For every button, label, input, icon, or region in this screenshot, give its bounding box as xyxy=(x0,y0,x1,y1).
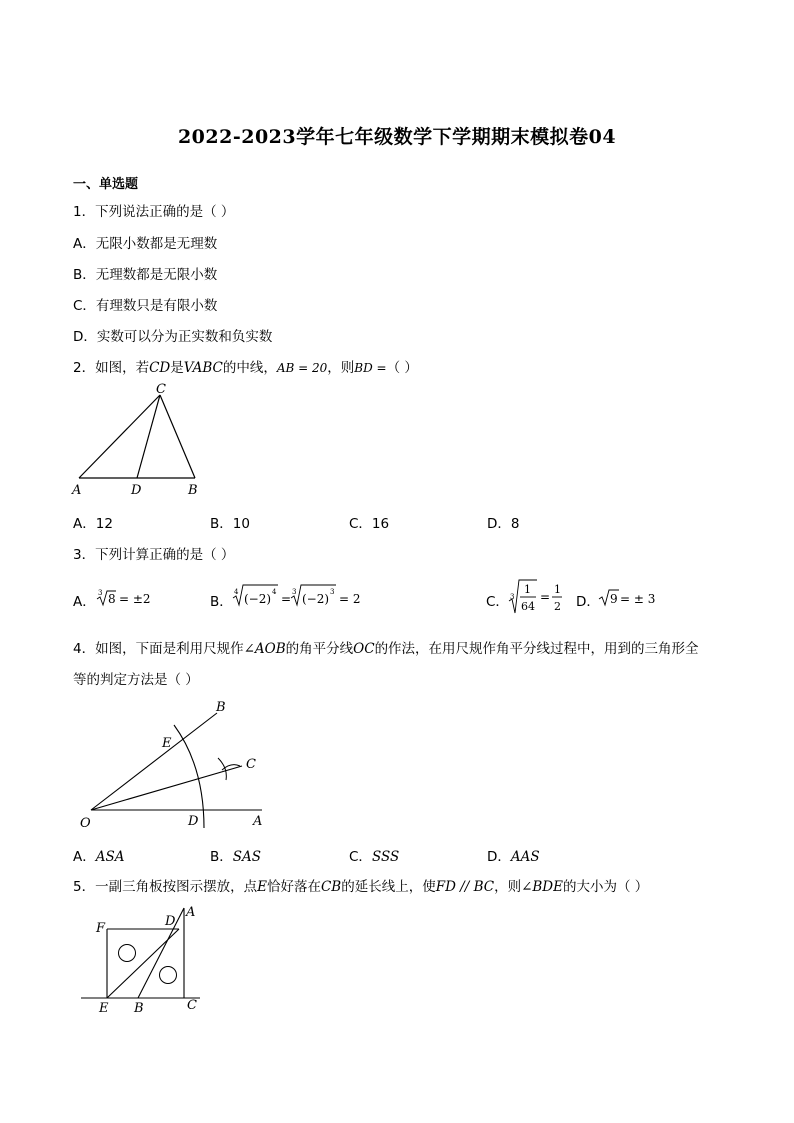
q3-b-result: = 2 xyxy=(339,592,361,606)
q4-label-e: E xyxy=(162,736,172,751)
q5-parallel: FD // BC xyxy=(435,879,495,895)
page-title: 2022-2023学年七年级数学下学期期末模拟卷04 xyxy=(177,126,617,148)
q5-label-a: A xyxy=(186,905,196,920)
q2-label-b: B xyxy=(188,483,198,498)
q3-b-root-index-1: 4 xyxy=(234,588,239,596)
q5-text-e: 的大小为（ ） xyxy=(563,879,649,895)
q3-b-exponent-2: 3 xyxy=(330,588,335,596)
q4-option-d-label: D． xyxy=(487,849,511,865)
q3-c-root-index: 3 xyxy=(510,593,515,601)
question-1-stem: 1．下列说法正确的是（ ） xyxy=(73,204,235,220)
q4-text-c: 的作法，在用尺规作角平分线过程中，用到的三角形全 xyxy=(374,641,699,657)
q3-b-radicand-1: (−2) xyxy=(244,592,272,606)
q2-triangle-figure xyxy=(68,382,218,500)
q4-angle-aob: ∠AOB xyxy=(243,641,286,657)
q4-option-b-label: B． xyxy=(210,849,233,865)
q5-text-b: 恰好落在 xyxy=(266,879,321,895)
q3-d-result: = ± 3 xyxy=(620,592,656,606)
q4-option-d-value: AAS xyxy=(510,849,540,865)
q5-label-d: D xyxy=(165,914,176,929)
q2-text-e: （ ） xyxy=(386,360,418,376)
q3-c-result-denominator: 2 xyxy=(554,600,561,613)
question-3-option-b[interactable] xyxy=(210,590,233,610)
q2-label-d: D xyxy=(131,483,142,498)
question-2-option-a[interactable]: A．12 xyxy=(73,516,113,532)
q5-triangle-set-figure xyxy=(76,900,216,1018)
q3-a-radicand: 8 xyxy=(108,592,116,606)
q2-label-a: A xyxy=(72,483,82,498)
q4-option-a-value: ASA xyxy=(95,849,125,865)
question-3-stem: 3．下列计算正确的是（ ） xyxy=(73,547,235,563)
q5-point-e: E xyxy=(257,879,267,895)
q4-text-a: 4．如图，下面是利用尺规作 xyxy=(73,641,244,657)
question-1-option-d[interactable]: D．实数可以分为正实数和负实数 xyxy=(73,329,273,345)
q3-option-c-label: C． xyxy=(486,594,509,610)
q3-option-d-expression xyxy=(598,584,658,610)
q4-text-b: 的角平分线 xyxy=(285,641,354,657)
q2-text-b: 是 xyxy=(170,360,184,376)
q2-text-a: 2．如图，若 xyxy=(73,360,150,376)
q5-label-c: C xyxy=(187,998,197,1013)
q3-c-denominator: 64 xyxy=(521,600,535,613)
q5-label-b: B xyxy=(134,1001,144,1016)
q3-b-root-index-2: 3 xyxy=(292,588,297,596)
q3-c-result-numerator: 1 xyxy=(554,583,561,596)
q2-triangle-abc: VABC xyxy=(183,360,223,376)
q3-b-exponent-1: 4 xyxy=(272,588,277,596)
question-2-option-c[interactable]: C．16 xyxy=(349,516,390,532)
q4-option-c-label: C． xyxy=(349,849,372,865)
q5-line-cb: CB xyxy=(320,879,342,895)
q2-text-d: ，则 xyxy=(327,360,355,376)
q3-b-radicand-2: (−2) xyxy=(302,592,330,606)
question-2-option-b[interactable]: B．10 xyxy=(210,516,250,532)
q3-c-equals: = xyxy=(540,590,551,604)
q2-segment-cd: CD xyxy=(149,360,171,376)
question-3-option-c[interactable] xyxy=(486,590,509,610)
q2-text-c: 的中线， xyxy=(222,360,277,376)
q5-text-a: 5．一副三角板按图示摆放，点 xyxy=(73,879,258,895)
q2-bd-equation: BD = xyxy=(354,361,387,375)
question-2-stem xyxy=(73,356,418,376)
q5-text-c: 的延长线上，使 xyxy=(341,879,436,895)
q3-option-a-label: A． xyxy=(73,594,96,610)
q4-label-b: B xyxy=(216,700,226,715)
q3-d-radicand: 9 xyxy=(610,592,618,606)
q4-angle-bisector-figure xyxy=(76,696,276,832)
question-4-option-d[interactable] xyxy=(487,845,540,865)
q2-label-c: C xyxy=(156,382,166,397)
question-2-option-d[interactable]: D．8 xyxy=(487,516,520,532)
q3-option-c-expression xyxy=(507,577,572,617)
q4-ray-oc: OC xyxy=(353,641,375,657)
question-1-option-c[interactable]: C．有理数只是有限小数 xyxy=(73,298,218,314)
question-3-option-d[interactable] xyxy=(576,590,600,610)
q2-ab-equation: AB = 20 xyxy=(276,361,328,375)
q5-text-d: ，则 xyxy=(494,879,522,895)
q4-option-b-value: SAS xyxy=(232,849,262,865)
q3-option-a-expression xyxy=(96,584,156,610)
question-5-stem xyxy=(73,875,648,895)
q3-a-root-index: 3 xyxy=(98,589,103,597)
question-4-option-b[interactable] xyxy=(210,845,261,865)
q4-option-c-value: SSS xyxy=(371,849,400,865)
section-heading: 一、单选题 xyxy=(73,177,139,192)
q4-label-c: C xyxy=(246,757,256,772)
q5-angle-bde: ∠BDE xyxy=(521,879,563,895)
question-4-stem-line2: 等的判定方法是（ ） xyxy=(73,672,199,688)
question-3-option-a[interactable] xyxy=(73,590,96,610)
q3-b-equals: = xyxy=(281,592,292,606)
q3-option-d-label: D． xyxy=(576,594,600,610)
q4-label-d: D xyxy=(188,814,199,829)
q4-label-a: A xyxy=(253,814,263,829)
question-4-option-a[interactable] xyxy=(73,845,125,865)
q3-c-numerator: 1 xyxy=(524,583,531,596)
q4-label-o: O xyxy=(80,816,91,831)
q4-option-a-label: A． xyxy=(73,849,96,865)
q3-a-result: = ±2 xyxy=(119,592,151,606)
q3-option-b-label: B． xyxy=(210,594,233,610)
question-4-stem-line1 xyxy=(73,637,699,657)
q5-label-f: F xyxy=(96,921,106,936)
question-1-option-a[interactable]: A．无限小数都是无理数 xyxy=(73,236,218,252)
q3-option-b-expression xyxy=(232,580,362,610)
question-4-option-c[interactable] xyxy=(349,845,399,865)
question-1-option-b[interactable]: B．无理数都是无限小数 xyxy=(73,267,218,283)
q5-label-e: E xyxy=(99,1001,109,1016)
